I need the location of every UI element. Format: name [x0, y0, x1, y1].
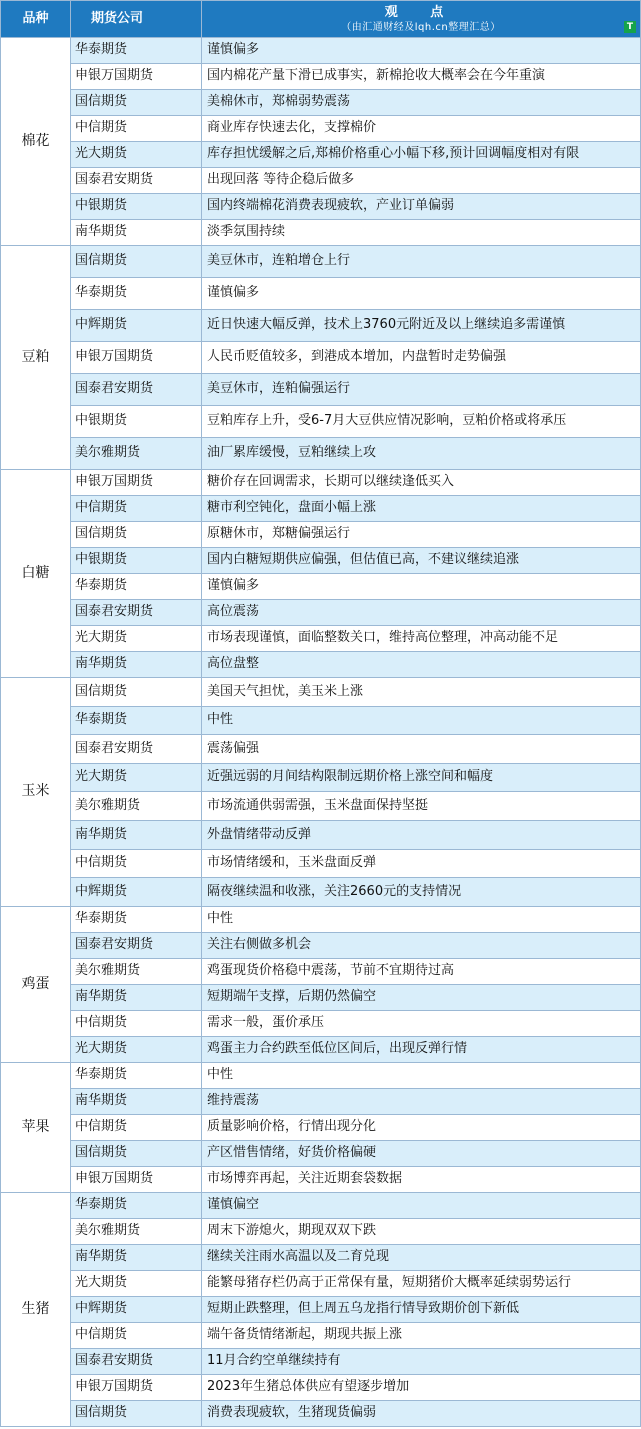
- company-cell: 申银万国期货: [71, 1166, 202, 1192]
- company-cell: 中银期货: [71, 406, 202, 438]
- company-cell: 国信期货: [71, 1140, 202, 1166]
- company-cell: 光大期货: [71, 1270, 202, 1296]
- table-row: [1, 220, 641, 246]
- table-row: [1, 1348, 641, 1374]
- view-cell: 周末下游熄火，期现双双下跌: [202, 1218, 641, 1244]
- table-row: [1, 1296, 641, 1322]
- table-row: [1, 470, 641, 496]
- header-company: 期货公司: [71, 1, 202, 38]
- company-cell: 华泰期货: [71, 906, 202, 932]
- company-cell: 国信期货: [71, 90, 202, 116]
- table-row: [1, 374, 641, 406]
- company-cell: 中信期货: [71, 496, 202, 522]
- category-cell: 生猪: [1, 1192, 71, 1426]
- company-cell: 国信期货: [71, 522, 202, 548]
- company-cell: 中银期货: [71, 194, 202, 220]
- view-cell: 淡季氛围持续: [202, 220, 641, 246]
- view-cell: 短期端午支撑，后期仍然偏空: [202, 984, 641, 1010]
- company-cell: 中辉期货: [71, 878, 202, 907]
- header-view: [202, 1, 641, 38]
- view-cell: 高位震荡: [202, 600, 641, 626]
- table-row: [1, 600, 641, 626]
- company-cell: 中辉期货: [71, 1296, 202, 1322]
- company-cell: 光大期货: [71, 763, 202, 792]
- company-cell: 国泰君安期货: [71, 600, 202, 626]
- table-row: [1, 626, 641, 652]
- company-cell: 美尔雅期货: [71, 438, 202, 470]
- view-cell: 国内白糖短期供应偏强，但估值已高，不建议继续追涨: [202, 548, 641, 574]
- company-cell: 中信期货: [71, 1322, 202, 1348]
- view-cell: 2023年生猪总体供应有望逐步增加: [202, 1374, 641, 1400]
- view-cell: 中性: [202, 906, 641, 932]
- company-cell: 中银期货: [71, 548, 202, 574]
- table-row: [1, 906, 641, 932]
- company-cell: 南华期货: [71, 820, 202, 849]
- table-row: [1, 496, 641, 522]
- company-cell: 国信期货: [71, 1400, 202, 1426]
- company-cell: 国信期货: [71, 678, 202, 707]
- view-cell: 美豆休市，连粕偏强运行: [202, 374, 641, 406]
- view-cell: 中性: [202, 706, 641, 735]
- table-header-row: [1, 1, 641, 38]
- table-row: [1, 849, 641, 878]
- table-row: [1, 1218, 641, 1244]
- view-cell: 油厂累库缓慢，豆粕继续上攻: [202, 438, 641, 470]
- table-row: [1, 1270, 641, 1296]
- view-cell: 原糖休市，郑糖偏强运行: [202, 522, 641, 548]
- view-cell: 谨慎偏空: [202, 1192, 641, 1218]
- table-row: [1, 522, 641, 548]
- company-cell: 南华期货: [71, 652, 202, 678]
- category-cell: 豆粕: [1, 246, 71, 470]
- table-row: [1, 1192, 641, 1218]
- table-row: [1, 1140, 641, 1166]
- table-row: [1, 735, 641, 764]
- view-cell: 糖价存在回调需求，长期可以继续逢低买入: [202, 470, 641, 496]
- view-cell: 质量影响价格，行情出现分化: [202, 1114, 641, 1140]
- company-cell: 国泰君安期货: [71, 735, 202, 764]
- header-view-subtitle: （由汇通财经及lqh.cn整理汇总）: [341, 22, 501, 34]
- company-cell: 中信期货: [71, 116, 202, 142]
- company-cell: 美尔雅期货: [71, 958, 202, 984]
- view-cell: 产区惜售情绪，好货价格偏硬: [202, 1140, 641, 1166]
- company-cell: 南华期货: [71, 1244, 202, 1270]
- table-row: [1, 64, 641, 90]
- view-cell: 市场情绪缓和，玉米盘面反弹: [202, 849, 641, 878]
- table-row: [1, 1036, 641, 1062]
- view-cell: 国内终端棉花消费表现疲软，产业订单偏弱: [202, 194, 641, 220]
- company-cell: 国泰君安期货: [71, 168, 202, 194]
- view-cell: 隔夜继续温和收涨，关注2660元的支持情况: [202, 878, 641, 907]
- view-cell: 美豆休市，连粕增仓上行: [202, 246, 641, 278]
- table-row: [1, 932, 641, 958]
- corner-badge-icon: T: [624, 21, 636, 33]
- company-cell: 美尔雅期货: [71, 1218, 202, 1244]
- table-row: [1, 168, 641, 194]
- table-row: [1, 1010, 641, 1036]
- table-row: [1, 958, 641, 984]
- company-cell: 申银万国期货: [71, 1374, 202, 1400]
- view-cell: 11月合约空单继续持有: [202, 1348, 641, 1374]
- view-cell: 市场表现谨慎，面临整数关口，维持高位整理，冲高动能不足: [202, 626, 641, 652]
- view-cell: 谨慎偏多: [202, 574, 641, 600]
- table-row: [1, 342, 641, 374]
- company-cell: 国泰君安期货: [71, 932, 202, 958]
- view-cell: 继续关注雨水高温以及二育兑现: [202, 1244, 641, 1270]
- view-cell: 商业库存快速去化，支撑棉价: [202, 116, 641, 142]
- view-cell: 能繁母猪存栏仍高于正常保有量，短期猪价大概率延续弱势运行: [202, 1270, 641, 1296]
- category-cell: 棉花: [1, 38, 71, 246]
- view-cell: 震荡偏强: [202, 735, 641, 764]
- company-cell: 中信期货: [71, 1114, 202, 1140]
- table-row: [1, 1166, 641, 1192]
- view-cell: 鸡蛋现货价格稳中震荡，节前不宜期待过高: [202, 958, 641, 984]
- company-cell: 中辉期货: [71, 310, 202, 342]
- company-cell: 国泰君安期货: [71, 1348, 202, 1374]
- view-cell: 谨慎偏多: [202, 278, 641, 310]
- view-cell: 人民币贬值较多，到港成本增加，内盘暂时走势偏强: [202, 342, 641, 374]
- table-row: [1, 792, 641, 821]
- company-cell: 国信期货: [71, 246, 202, 278]
- view-cell: 库存担忧缓解之后,郑棉价格重心小幅下移,预计回调幅度相对有限: [202, 142, 641, 168]
- table-row: [1, 1374, 641, 1400]
- table-row: [1, 194, 641, 220]
- company-cell: 中信期货: [71, 1010, 202, 1036]
- company-cell: 光大期货: [71, 626, 202, 652]
- company-cell: 华泰期货: [71, 706, 202, 735]
- company-cell: 华泰期货: [71, 1192, 202, 1218]
- header-view-title: 观 点: [384, 4, 458, 20]
- table-row: [1, 548, 641, 574]
- view-cell: 豆粕库存上升，受6-7月大豆供应情况影响，豆粕价格或将承压: [202, 406, 641, 438]
- table-row: [1, 574, 641, 600]
- view-cell: 高位盘整: [202, 652, 641, 678]
- view-cell: 鸡蛋主力合约跌至低位区间后，出现反弹行情: [202, 1036, 641, 1062]
- table-row: [1, 1114, 641, 1140]
- view-cell: 国内棉花产量下滑已成事实，新棉抢收大概率会在今年重演: [202, 64, 641, 90]
- table-body: [1, 38, 641, 1427]
- view-cell: 关注右侧做多机会: [202, 932, 641, 958]
- company-cell: 申银万国期货: [71, 470, 202, 496]
- table-row: [1, 1062, 641, 1088]
- category-cell: 苹果: [1, 1062, 71, 1192]
- table-row: [1, 438, 641, 470]
- company-cell: 中信期货: [71, 849, 202, 878]
- view-cell: 消费表现疲软，生猪现货偏弱: [202, 1400, 641, 1426]
- table-row: [1, 984, 641, 1010]
- view-cell: 糖市利空钝化，盘面小幅上涨: [202, 496, 641, 522]
- view-cell: 美国天气担忧，美玉米上涨: [202, 678, 641, 707]
- table-row: [1, 142, 641, 168]
- table-row: [1, 878, 641, 907]
- view-cell: 外盘情绪带动反弹: [202, 820, 641, 849]
- table-row: [1, 116, 641, 142]
- view-cell: 近日快速大幅反弹，技术上3760元附近及以上继续追多需谨慎: [202, 310, 641, 342]
- company-cell: 国泰君安期货: [71, 374, 202, 406]
- company-cell: 华泰期货: [71, 574, 202, 600]
- view-cell: 维持震荡: [202, 1088, 641, 1114]
- table-row: [1, 38, 641, 64]
- company-cell: 华泰期货: [71, 38, 202, 64]
- table-row: [1, 246, 641, 278]
- company-cell: 光大期货: [71, 142, 202, 168]
- view-cell: 美棉休市，郑棉弱势震荡: [202, 90, 641, 116]
- category-cell: 玉米: [1, 678, 71, 907]
- table-row: [1, 706, 641, 735]
- company-cell: 华泰期货: [71, 1062, 202, 1088]
- view-cell: 谨慎偏多: [202, 38, 641, 64]
- view-cell: 近强远弱的月间结构限制远期价格上涨空间和幅度: [202, 763, 641, 792]
- view-cell: 市场流通供弱需强，玉米盘面保持坚挺: [202, 792, 641, 821]
- table-row: [1, 1244, 641, 1270]
- table-row: [1, 1322, 641, 1348]
- header-category: 品种: [1, 1, 71, 38]
- company-cell: 申银万国期货: [71, 64, 202, 90]
- table-row: [1, 1400, 641, 1426]
- category-cell: 白糖: [1, 470, 71, 678]
- table-row: [1, 652, 641, 678]
- view-cell: 短期止跌整理，但上周五乌龙指行情导致期价创下新低: [202, 1296, 641, 1322]
- view-cell: 中性: [202, 1062, 641, 1088]
- company-cell: 申银万国期货: [71, 342, 202, 374]
- view-cell: 端午备货情绪渐起，期现共振上涨: [202, 1322, 641, 1348]
- view-cell: 需求一般，蛋价承压: [202, 1010, 641, 1036]
- table-row: [1, 310, 641, 342]
- company-cell: 光大期货: [71, 1036, 202, 1062]
- company-cell: 南华期货: [71, 220, 202, 246]
- company-cell: 南华期货: [71, 1088, 202, 1114]
- company-cell: 南华期货: [71, 984, 202, 1010]
- table-row: [1, 278, 641, 310]
- table-row: [1, 406, 641, 438]
- table-row: [1, 763, 641, 792]
- company-cell: 华泰期货: [71, 278, 202, 310]
- table-row: [1, 820, 641, 849]
- view-cell: 市场博弈再起，关注近期套袋数据: [202, 1166, 641, 1192]
- table-row: [1, 678, 641, 707]
- category-cell: 鸡蛋: [1, 906, 71, 1062]
- table-row: [1, 1088, 641, 1114]
- view-cell: 出现回落 等待企稳后做多: [202, 168, 641, 194]
- table-row: [1, 90, 641, 116]
- company-cell: 美尔雅期货: [71, 792, 202, 821]
